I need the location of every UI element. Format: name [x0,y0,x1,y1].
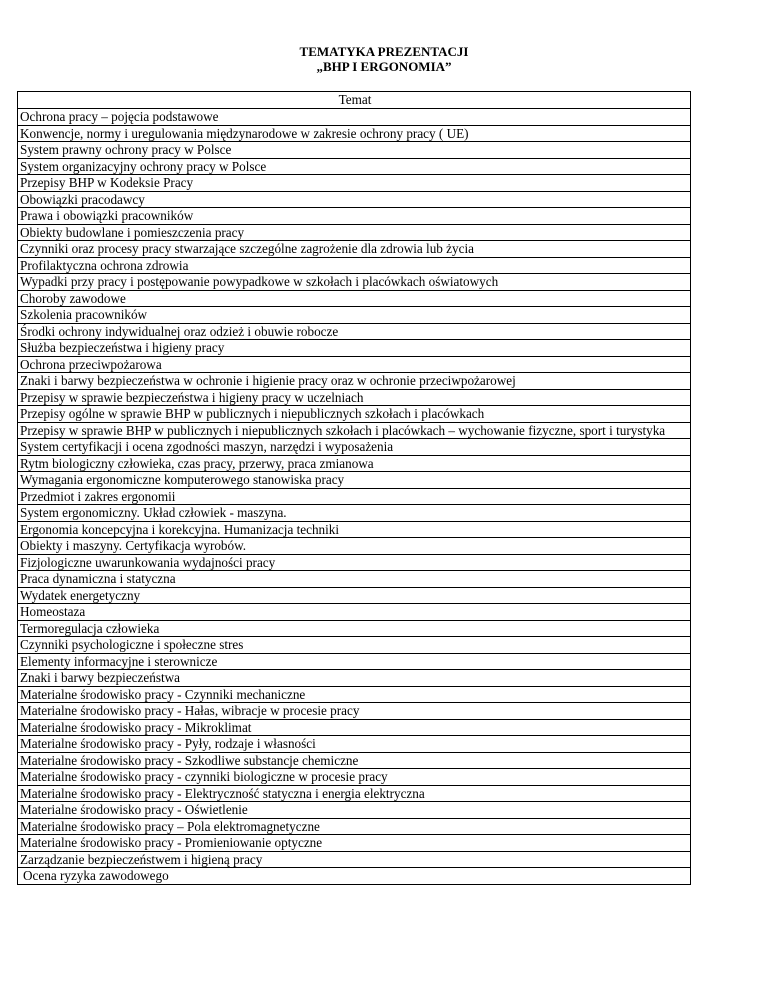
topic-cell: Ochrona pracy – pojęcia podstawowe [18,109,691,126]
table-row [18,868,691,885]
topic-cell: Ochrona przeciwpożarowa [18,356,691,373]
topic-cell: Materialne środowisko pracy – Pola elektromagnetyczne [18,818,691,835]
table-body [18,109,691,885]
table-row [18,736,691,753]
topic-cell: Elementy informacyjne i sterownicze [18,653,691,670]
table-row [18,455,691,472]
table-row [18,472,691,489]
table-row [18,406,691,423]
table-row [18,109,691,126]
topic-cell: System organizacyjny ochrony pracy w Polsce [18,158,691,175]
table-row [18,290,691,307]
topic-cell: Termoregulacja człowieka [18,620,691,637]
topic-cell: Ergonomia koncepcyjna i korekcyjna. Humanizacja techniki [18,521,691,538]
topic-cell: Konwencje, normy i uregulowania międzynarodowe w zakresie ochrony pracy ( UE) [18,125,691,142]
table-row [18,769,691,786]
topic-cell: Materialne środowisko pracy - Mikroklimat [18,719,691,736]
table-row [18,439,691,456]
table-row [18,670,691,687]
table-row [18,224,691,241]
topic-cell: Obiekty budowlane i pomieszczenia pracy [18,224,691,241]
table-row [18,175,691,192]
topic-cell: Znaki i barwy bezpieczeństwa w ochronie i higienie pracy oraz w ochronie przeciwpożarowej [18,373,691,390]
table-row [18,521,691,538]
table-row [18,835,691,852]
table-row [18,554,691,571]
table-row [18,389,691,406]
table-row [18,620,691,637]
topic-cell: Materialne środowisko pracy - Szkodliwe substancje chemiczne [18,752,691,769]
topic-cell: Środki ochrony indywidualnej oraz odzież i obuwie robocze [18,323,691,340]
topic-cell: Profilaktyczna ochrona zdrowia [18,257,691,274]
topic-cell: Czynniki oraz procesy pracy stwarzające szczególne zagrożenie dla zdrowia lub życia [18,241,691,258]
table-row [18,307,691,324]
topic-cell: Obiekty i maszyny. Certyfikacja wyrobów. [18,538,691,555]
table-row [18,323,691,340]
topic-cell: Materialne środowisko pracy - czynniki biologiczne w procesie pracy [18,769,691,786]
table-row [18,505,691,522]
table-row [18,488,691,505]
topic-cell: Obowiązki pracodawcy [18,191,691,208]
table-row [18,422,691,439]
table-row [18,851,691,868]
topic-cell: Wymagania ergonomiczne komputerowego stanowiska pracy [18,472,691,489]
table-row [18,703,691,720]
table-row [18,719,691,736]
topic-cell: Przepisy ogólne w sprawie BHP w publicznych i niepublicznych szkołach i placówkach [18,406,691,423]
table-row [18,752,691,769]
topic-cell: Materialne środowisko pracy - Elektryczność statyczna i energia elektryczna [18,785,691,802]
table-row [18,257,691,274]
table-row [18,587,691,604]
table-row [18,653,691,670]
topic-cell: Przedmiot i zakres ergonomii [18,488,691,505]
topic-cell: Przepisy w sprawie bezpieczeństwa i higieny pracy w uczelniach [18,389,691,406]
topics-table [17,91,691,885]
topic-cell: Czynniki psychologiczne i społeczne stres [18,637,691,654]
topic-cell: System ergonomiczny. Układ człowiek - maszyna. [18,505,691,522]
table-row [18,356,691,373]
topic-cell: Służba bezpieczeństwa i higieny pracy [18,340,691,357]
topic-cell: Znaki i barwy bezpieczeństwa [18,670,691,687]
document-title [0,44,768,74]
topic-cell: Przepisy w sprawie BHP w publicznych i niepublicznych szkołach i placówkach – wychowanie fizyczne, sport i turystyka [18,422,691,439]
topic-cell: Zarządzanie bezpieczeństwem i higieną pracy [18,851,691,868]
table-row [18,241,691,258]
topic-cell: Wydatek energetyczny [18,587,691,604]
topic-cell: Szkolenia pracowników [18,307,691,324]
topic-cell: Praca dynamiczna i statyczna [18,571,691,588]
topic-cell: Fizjologiczne uwarunkowania wydajności pracy [18,554,691,571]
topic-cell: Materialne środowisko pracy - Promieniowanie optyczne [18,835,691,852]
table-row [18,818,691,835]
column-header-topic: Temat [18,92,691,109]
table-row [18,142,691,159]
table-row [18,785,691,802]
table-row [18,571,691,588]
table-row [18,340,691,357]
topic-cell: Choroby zawodowe [18,290,691,307]
topic-cell: Materialne środowisko pracy - Czynniki mechaniczne [18,686,691,703]
topic-cell: Materialne środowisko pracy - Hałas, wibracje w procesie pracy [18,703,691,720]
table-row [18,208,691,225]
table-row [18,538,691,555]
table-row [18,191,691,208]
title-line-1: TEMATYKA PREZENTACJI [299,44,469,59]
topic-cell: Ocena ryzyka zawodowego [18,868,691,885]
table-row [18,158,691,175]
table-row [18,637,691,654]
table-row [18,802,691,819]
title-line-2: „BHP I ERGONOMIA” [316,59,452,74]
table-header-row [18,92,691,109]
topic-cell: Homeostaza [18,604,691,621]
table-row [18,125,691,142]
topic-cell: Materialne środowisko pracy - Pyły, rodzaje i własności [18,736,691,753]
topic-cell: Wypadki przy pracy i postępowanie powypadkowe w szkołach i placówkach oświatowych [18,274,691,291]
topic-cell: Materialne środowisko pracy - Oświetlenie [18,802,691,819]
table-row [18,604,691,621]
topic-cell: Prawa i obowiązki pracowników [18,208,691,225]
topic-cell: Przepisy BHP w Kodeksie Pracy [18,175,691,192]
table-row [18,686,691,703]
table-row [18,274,691,291]
topic-cell: System prawny ochrony pracy w Polsce [18,142,691,159]
topic-cell: Rytm biologiczny człowieka, czas pracy, przerwy, praca zmianowa [18,455,691,472]
table-row [18,373,691,390]
topic-cell: System certyfikacji i ocena zgodności maszyn, narzędzi i wyposażenia [18,439,691,456]
